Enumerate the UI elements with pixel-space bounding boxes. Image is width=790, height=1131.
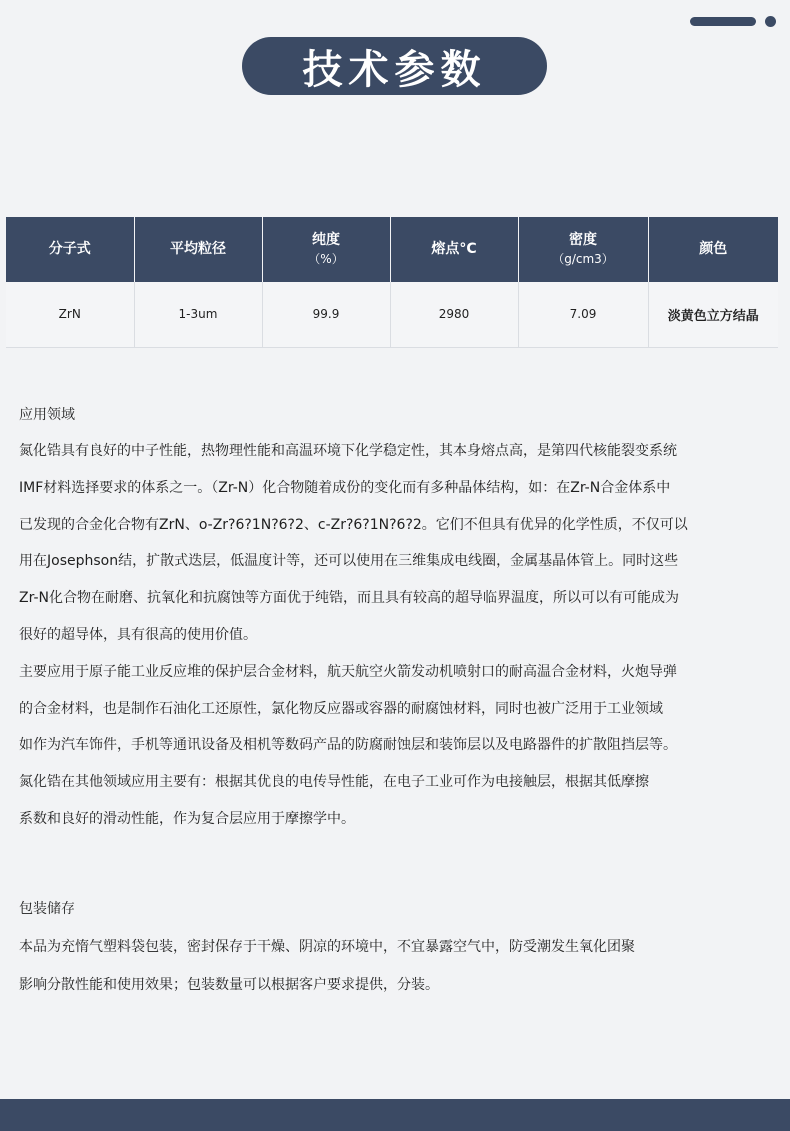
column-header-unit: （g/cm3）	[552, 251, 614, 266]
column-header-formula	[6, 217, 134, 282]
paragraph-line: 影响分散性能和使用效果；包装数量可以根据客户要求提供，分装。	[19, 977, 439, 993]
footer-band	[0, 1099, 790, 1131]
cell-density: 7.09	[518, 282, 648, 347]
paragraph-line: 如作为汽车饰件，手机等通讯设备及相机等数码产品的防腐耐蚀层和装饰层以及电路器件的扩散阻挡层等。	[19, 737, 677, 754]
paragraph-line: IMF材料选择要求的体系之一。（Zr-N）化合物随着成份的变化而有多种晶体结构，如：在Zr-N合金体系中	[19, 479, 671, 496]
page-title: 技术参数	[242, 37, 547, 95]
paragraph-line: 的合金材料，也是制作石油化工还原性，氯化物反应器或容器的耐腐蚀材料，同时也被广泛用于工业领域	[19, 700, 663, 717]
column-header-unit: （%）	[308, 251, 344, 266]
column-header-label: 纯度	[312, 231, 340, 248]
paragraph-line: 氮化锆具有良好的中子性能，热物理性能和高温环境下化学稳定性，其本身熔点高，是第四代核能裂变系统	[19, 443, 677, 459]
paragraph-line: Zr-N化合物在耐磨、抗氧化和抗腐蚀等方面优于纯锆，而且具有较高的超导临界温度，所以可以有可能成为	[19, 590, 679, 607]
column-header-particle-size	[134, 217, 262, 282]
decorative-bar	[690, 17, 756, 26]
decorative-dot	[765, 16, 776, 27]
column-header-label: 熔点°C	[431, 241, 477, 257]
paragraph-line: 系数和良好的滑动性能，作为复合层应用于摩擦学中。	[19, 810, 355, 827]
section-heading: 应用领域	[19, 407, 75, 423]
column-header-label: 分子式	[48, 241, 91, 257]
parameters-table	[6, 217, 778, 348]
application-section	[19, 398, 779, 838]
paragraph-line: 本品为充惰气塑料袋包装，密封保存于干燥、阴凉的环境中，不宜暴露空气中，防受潮发生氧化团聚	[19, 939, 635, 955]
column-header-label: 平均粒径	[170, 241, 226, 257]
column-header-label: 颜色	[699, 241, 728, 257]
paragraph-line: 主要应用于原子能工业反应堆的保护层合金材料，航天航空火箭发动机喷射口的耐高温合金材料，火炮导弹	[19, 663, 677, 680]
table-header-row	[6, 217, 778, 282]
section-heading: 包装储存	[19, 901, 75, 917]
column-header-melting-point	[390, 217, 518, 282]
cell-particle-size: 1-3um	[134, 282, 262, 347]
cell-formula: ZrN	[6, 282, 134, 347]
column-header-density	[518, 217, 648, 282]
paragraph-line: 用在Josephson结，扩散式迭层，低温度计等，还可以使用在三维集成电线圈，金属基晶体管上。同时这些	[19, 553, 679, 570]
paragraph-line: 很好的超导体，具有很高的使用价值。	[19, 626, 257, 643]
column-header-label: 密度	[569, 231, 597, 248]
column-header-color	[648, 217, 778, 282]
paragraph-line: 氮化锆在其他领域应用主要有：根据其优良的电传导性能，在电子工业可作为电接触层，根据其低摩擦	[19, 774, 649, 791]
paragraph-line: 已发现的合金化合物有ZrN、o-Zr?6?1N?6?2、c-Zr?6?1N?6?2。它们不但具有优异的化学性质，不仅可以	[19, 516, 688, 533]
cell-color: 淡黄色立方结晶	[648, 282, 778, 347]
table-row	[6, 282, 778, 347]
cell-purity: 99.9	[262, 282, 390, 347]
packaging-section	[19, 890, 779, 1004]
cell-melting-point: 2980	[390, 282, 518, 347]
column-header-purity	[262, 217, 390, 282]
